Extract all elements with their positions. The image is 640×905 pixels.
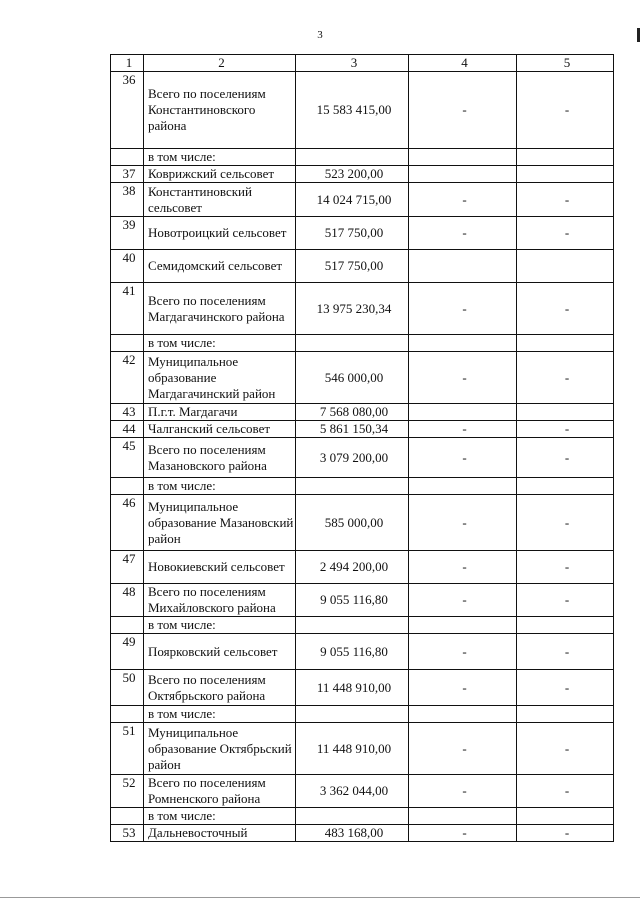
row-amount-cell bbox=[296, 149, 409, 166]
row-number-cell: 36 bbox=[111, 72, 144, 149]
row-name-cell: Всего по поселениям Магдагачинского района bbox=[144, 283, 296, 335]
row-col5-cell: - bbox=[517, 723, 614, 775]
row-number-cell: 38 bbox=[111, 183, 144, 217]
table-row bbox=[111, 438, 614, 478]
row-col5-cell bbox=[517, 250, 614, 283]
table-row bbox=[111, 775, 614, 808]
subheading-row bbox=[111, 706, 614, 723]
row-number-cell: 50 bbox=[111, 670, 144, 706]
table-body bbox=[111, 72, 614, 842]
row-amount-cell bbox=[296, 478, 409, 495]
row-col4-cell: - bbox=[409, 775, 517, 808]
row-amount-cell: 3 079 200,00 bbox=[296, 438, 409, 478]
row-amount-cell: 517 750,00 bbox=[296, 217, 409, 250]
row-amount-cell: 11 448 910,00 bbox=[296, 723, 409, 775]
row-name-cell: Всего по поселениям Октябрьского района bbox=[144, 670, 296, 706]
row-number-cell: 52 bbox=[111, 775, 144, 808]
row-number-cell: 46 bbox=[111, 495, 144, 551]
row-number-cell bbox=[111, 149, 144, 166]
row-col4-cell bbox=[409, 404, 517, 421]
row-col4-cell: - bbox=[409, 723, 517, 775]
row-col4-cell: - bbox=[409, 551, 517, 584]
column-header: 4 bbox=[409, 55, 517, 72]
row-amount-cell bbox=[296, 808, 409, 825]
subheading-row bbox=[111, 478, 614, 495]
subheading-row bbox=[111, 808, 614, 825]
row-col5-cell: - bbox=[517, 775, 614, 808]
row-col5-cell: - bbox=[517, 551, 614, 584]
row-col5-cell: - bbox=[517, 670, 614, 706]
row-name-cell: в том числе: bbox=[144, 149, 296, 166]
row-name-cell: Семидомский сельсовет bbox=[144, 250, 296, 283]
row-col5-cell bbox=[517, 617, 614, 634]
table-row bbox=[111, 72, 614, 149]
page-number: 3 bbox=[317, 29, 323, 41]
row-col4-cell bbox=[409, 149, 517, 166]
row-amount-cell bbox=[296, 617, 409, 634]
row-col5-cell bbox=[517, 706, 614, 723]
row-col4-cell bbox=[409, 335, 517, 352]
row-col4-cell bbox=[409, 808, 517, 825]
row-col4-cell: - bbox=[409, 283, 517, 335]
table-row bbox=[111, 495, 614, 551]
row-col4-cell: - bbox=[409, 634, 517, 670]
row-amount-cell: 3 362 044,00 bbox=[296, 775, 409, 808]
row-col5-cell bbox=[517, 166, 614, 183]
row-name-cell: в том числе: bbox=[144, 808, 296, 825]
row-name-cell: Новотроицкий сельсовет bbox=[144, 217, 296, 250]
row-col4-cell: - bbox=[409, 584, 517, 617]
row-col4-cell: - bbox=[409, 438, 517, 478]
row-number-cell: 41 bbox=[111, 283, 144, 335]
row-amount-cell: 7 568 080,00 bbox=[296, 404, 409, 421]
row-col4-cell bbox=[409, 617, 517, 634]
subheading-row bbox=[111, 335, 614, 352]
row-amount-cell: 517 750,00 bbox=[296, 250, 409, 283]
row-name-cell: в том числе: bbox=[144, 335, 296, 352]
table-row bbox=[111, 421, 614, 438]
row-col4-cell: - bbox=[409, 421, 517, 438]
row-amount-cell: 11 448 910,00 bbox=[296, 670, 409, 706]
table-row bbox=[111, 250, 614, 283]
row-amount-cell: 523 200,00 bbox=[296, 166, 409, 183]
row-amount-cell: 483 168,00 bbox=[296, 825, 409, 842]
table-row bbox=[111, 352, 614, 404]
row-amount-cell: 13 975 230,34 bbox=[296, 283, 409, 335]
row-number-cell: 39 bbox=[111, 217, 144, 250]
row-name-cell: Коврижский сельсовет bbox=[144, 166, 296, 183]
column-header: 2 bbox=[144, 55, 296, 72]
column-header: 3 bbox=[296, 55, 409, 72]
row-col4-cell bbox=[409, 250, 517, 283]
row-col4-cell: - bbox=[409, 825, 517, 842]
row-number-cell: 40 bbox=[111, 250, 144, 283]
row-number-cell: 43 bbox=[111, 404, 144, 421]
row-number-cell: 49 bbox=[111, 634, 144, 670]
table-row bbox=[111, 183, 614, 217]
table-row bbox=[111, 670, 614, 706]
row-col5-cell: - bbox=[517, 438, 614, 478]
row-number-cell bbox=[111, 808, 144, 825]
row-col5-cell: - bbox=[517, 495, 614, 551]
row-name-cell: Муниципальное образование Магдагачинский район bbox=[144, 352, 296, 404]
row-amount-cell: 5 861 150,34 bbox=[296, 421, 409, 438]
row-col5-cell bbox=[517, 404, 614, 421]
row-col5-cell bbox=[517, 149, 614, 166]
table-row bbox=[111, 283, 614, 335]
table-row bbox=[111, 825, 614, 842]
row-number-cell: 44 bbox=[111, 421, 144, 438]
row-col5-cell: - bbox=[517, 584, 614, 617]
column-header: 5 bbox=[517, 55, 614, 72]
row-name-cell: Муниципальное образование Октябрьский район bbox=[144, 723, 296, 775]
row-number-cell bbox=[111, 617, 144, 634]
row-col5-cell: - bbox=[517, 183, 614, 217]
row-amount-cell: 15 583 415,00 bbox=[296, 72, 409, 149]
row-name-cell: Константиновский сельсовет bbox=[144, 183, 296, 217]
row-number-cell: 45 bbox=[111, 438, 144, 478]
row-col4-cell: - bbox=[409, 217, 517, 250]
table-row bbox=[111, 404, 614, 421]
row-name-cell: П.г.т. Магдагачи bbox=[144, 404, 296, 421]
row-col4-cell: - bbox=[409, 183, 517, 217]
table-row bbox=[111, 217, 614, 250]
row-number-cell: 51 bbox=[111, 723, 144, 775]
subheading-row bbox=[111, 149, 614, 166]
table-row bbox=[111, 551, 614, 584]
row-col5-cell bbox=[517, 335, 614, 352]
row-amount-cell: 9 055 116,80 bbox=[296, 584, 409, 617]
row-col5-cell bbox=[517, 808, 614, 825]
row-name-cell: Муниципальное образование Мазановский район bbox=[144, 495, 296, 551]
row-col5-cell: - bbox=[517, 825, 614, 842]
row-col5-cell: - bbox=[517, 283, 614, 335]
row-name-cell: в том числе: bbox=[144, 478, 296, 495]
row-number-cell: 53 bbox=[111, 825, 144, 842]
row-col5-cell bbox=[517, 478, 614, 495]
row-col4-cell: - bbox=[409, 352, 517, 404]
row-col4-cell: - bbox=[409, 670, 517, 706]
row-col4-cell bbox=[409, 478, 517, 495]
row-amount-cell: 14 024 715,00 bbox=[296, 183, 409, 217]
row-col5-cell: - bbox=[517, 421, 614, 438]
row-name-cell: в том числе: bbox=[144, 617, 296, 634]
bottom-rule bbox=[0, 897, 640, 898]
row-name-cell: Всего по поселениям Михайловского района bbox=[144, 584, 296, 617]
row-name-cell: Всего по поселениям Мазановского района bbox=[144, 438, 296, 478]
row-number-cell: 37 bbox=[111, 166, 144, 183]
table-row bbox=[111, 584, 614, 617]
row-amount-cell bbox=[296, 335, 409, 352]
row-name-cell: Новокиевский сельсовет bbox=[144, 551, 296, 584]
row-number-cell: 47 bbox=[111, 551, 144, 584]
row-name-cell: Всего по поселениям Ромненского района bbox=[144, 775, 296, 808]
row-amount-cell: 2 494 200,00 bbox=[296, 551, 409, 584]
allocation-table bbox=[110, 54, 614, 842]
table-row bbox=[111, 634, 614, 670]
row-col5-cell: - bbox=[517, 352, 614, 404]
row-name-cell: Всего по поселениям Константиновского района bbox=[144, 72, 296, 149]
row-col4-cell bbox=[409, 166, 517, 183]
subheading-row bbox=[111, 617, 614, 634]
row-name-cell: Дальневосточный bbox=[144, 825, 296, 842]
row-name-cell: в том числе: bbox=[144, 706, 296, 723]
row-amount-cell: 546 000,00 bbox=[296, 352, 409, 404]
row-col5-cell: - bbox=[517, 217, 614, 250]
column-header: 1 bbox=[111, 55, 144, 72]
row-col5-cell: - bbox=[517, 634, 614, 670]
row-col4-cell: - bbox=[409, 72, 517, 149]
row-name-cell: Поярковский сельсовет bbox=[144, 634, 296, 670]
row-name-cell: Чалганский сельсовет bbox=[144, 421, 296, 438]
table-row bbox=[111, 166, 614, 183]
row-col4-cell bbox=[409, 706, 517, 723]
row-number-cell bbox=[111, 706, 144, 723]
row-number-cell: 48 bbox=[111, 584, 144, 617]
row-amount-cell bbox=[296, 706, 409, 723]
row-number-cell bbox=[111, 478, 144, 495]
row-amount-cell: 9 055 116,80 bbox=[296, 634, 409, 670]
row-number-cell: 42 bbox=[111, 352, 144, 404]
table-row bbox=[111, 723, 614, 775]
header-row bbox=[111, 55, 614, 72]
row-amount-cell: 585 000,00 bbox=[296, 495, 409, 551]
row-col5-cell: - bbox=[517, 72, 614, 149]
row-number-cell bbox=[111, 335, 144, 352]
row-col4-cell: - bbox=[409, 495, 517, 551]
